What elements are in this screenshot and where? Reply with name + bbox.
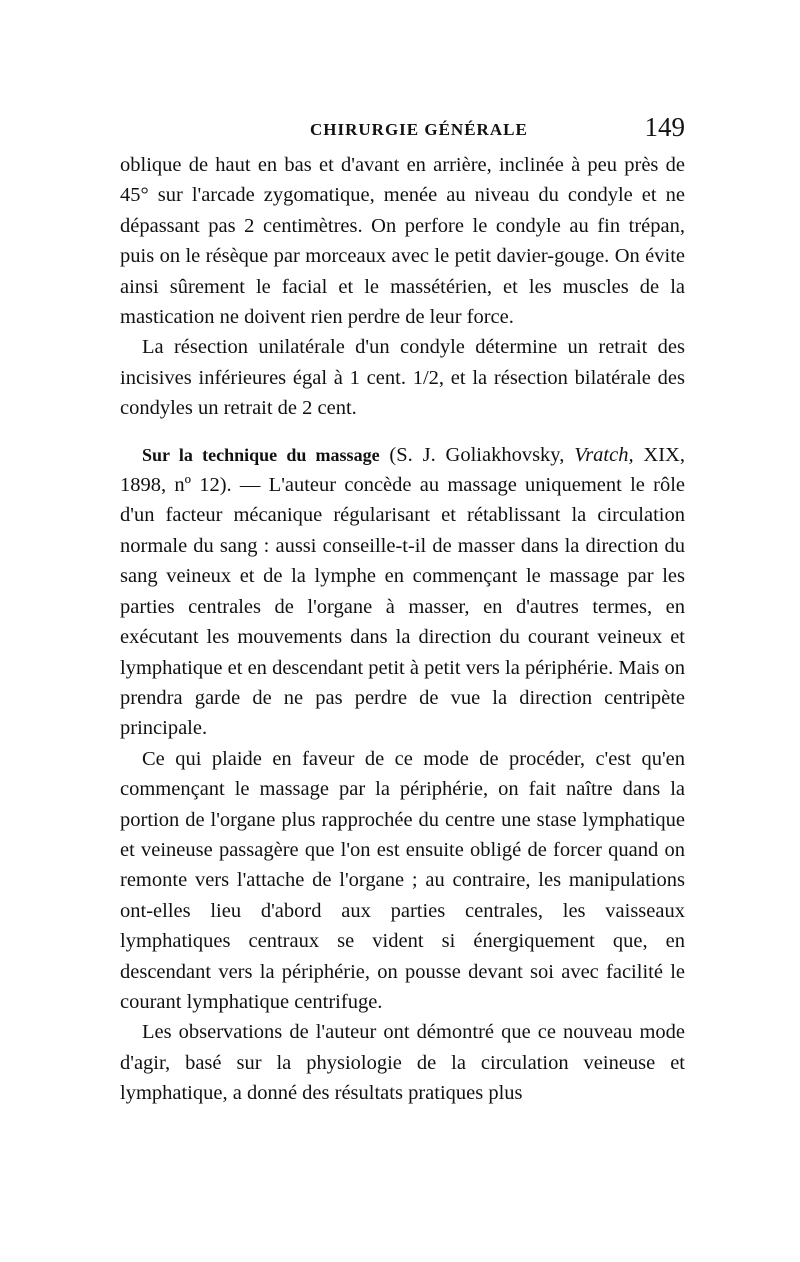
running-header xyxy=(120,112,685,144)
paragraph-massage xyxy=(120,440,685,744)
citation-journal: Vratch, xyxy=(574,443,634,466)
citation-authors: (S. J. Goliakhovsky, xyxy=(379,443,575,466)
paragraph-4: Ce qui plaide en faveur de ce mode de procéder, c'est qu'en commençant le massage par la périphérie, on fait naître dans la portion de l'organe plus rapprochée du centre une stase lymphatique et veineuse passagère que l'on est ensuite obligé de forcer quand on remonte vers l'attache de l'organe ; au contraire, les manipulations ont-elles lieu d'abord aux parties centrales, les vaisseaux lymphatiques centraux se vident si énergiquement que, en descendant vers la périphérie, on pousse devant soi avec facilité le courant lymphatique centrifuge. xyxy=(120,747,685,1013)
paragraph-2: La résection unilatérale d'un condyle détermine un retrait des incisives inférieures égal à 1 cent. 1/2, et la résection bilatérale des condyles un retrait de 2 cent. xyxy=(120,336,685,420)
running-title: CHIRURGIE GÉNÉRALE xyxy=(310,120,528,139)
paragraph-massage-text: XIX, 1898, nº 12). — L'auteur concède au massage uniquement le rôle d'un facteur mécanique régularisant et rétablissant la circulation normale du sang : aussi conseille-t-il de masser dans la direction du sang veineux et de la lymphe en commençant le massage par les parties centrales de l'organe à masser, en d'autres termes, en exécutant les mouvements dans la direction du courant veineux et lymphatique et en descendant petit à petit vers la périphérie. Mais on prendra garde de ne pas perdre de vue la direction centripète principale. xyxy=(120,443,685,740)
body-text xyxy=(120,150,685,1109)
page-number: 149 xyxy=(644,112,685,142)
section-heading: Sur la technique du massage xyxy=(142,444,380,465)
paragraph-1: oblique de haut en bas et d'avant en arrière, inclinée à peu près de 45° sur l'arcade zygomatique, menée au niveau du condyle et ne dépassant pas 2 centimètres. On perfore le condyle au fin trépan, puis on le résèque par morceaux avec le petit davier-gouge. On évite ainsi sûrement le facial et le massétérien, et les muscles de la mastication ne doivent rien perdre de leur force. xyxy=(120,154,685,329)
paragraph-5: Les observations de l'auteur ont démontré que ce nouveau mode d'agir, basé sur la physiologie de la circulation veineuse et lymphatique, a donné des résultats pratiques plus xyxy=(120,1021,685,1105)
